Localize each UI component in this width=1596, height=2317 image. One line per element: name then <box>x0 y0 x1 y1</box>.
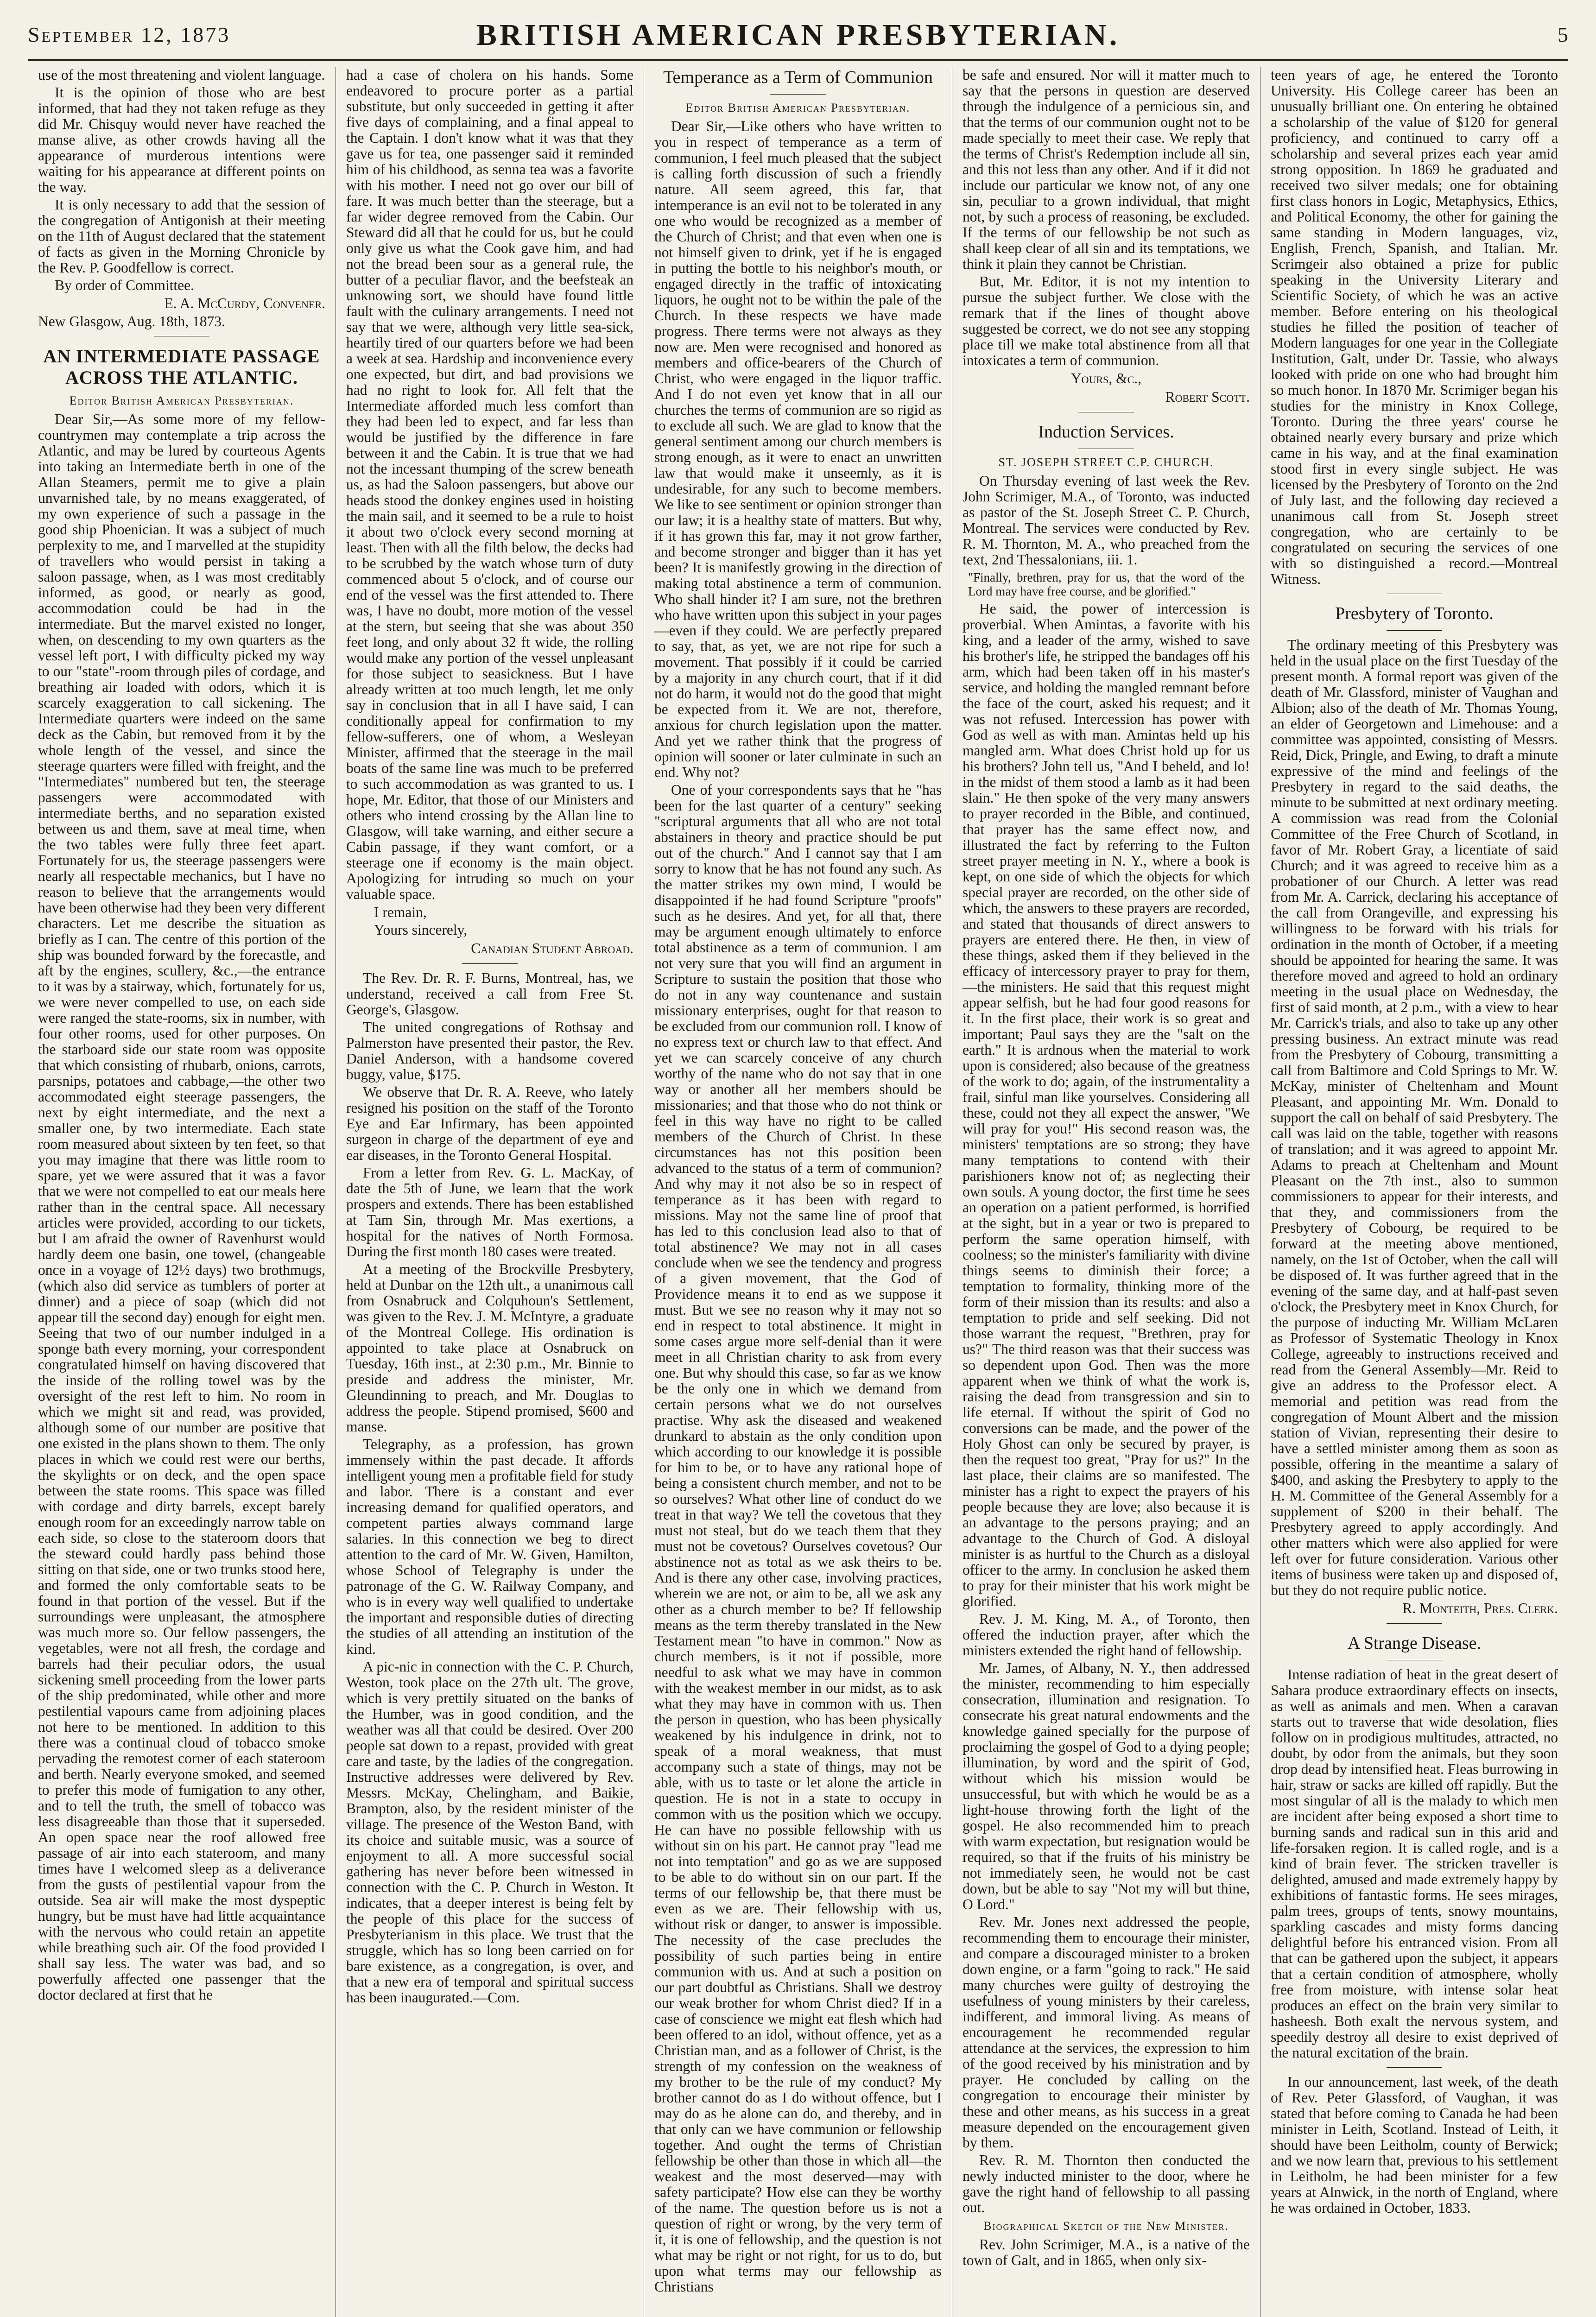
news-item: We observe that Dr. R. A. Reeve, who lately resigned his position on the staff of the Toronto Eye and Ear Infirmary, has been appointed surgeon in charge of the department of eye and ear diseases, in the Toronto General Hospital. <box>346 1084 633 1163</box>
column-4 <box>952 67 1260 2317</box>
article-paragraph: Intense radiation of heat in the great desert of Sahara produce extraordinary effects on insects, as well as animals and men. When a caravan starts out to traverse that wide desolation, flies follow on in prodigious multitudes, attracted, no doubt, by odor from the animals, but they soon drop dead by intensified heat. Fleas burrowing in hair, straw or sacks are killed off rapidly. But the most singular of all is the malady to which men are incident after being exposed a short time to burning sands and radical sun in this arid and life-forsaken region. It is called rogle, and is a kind of brain fever. The stricken traveller is delighted, amused and made extremely happy by exhibitions of fantastic forms. He sees mirages, palm trees, groups of tents, snowy mountains, sparkling cascades and misty forms dancing delightful before his entranced vision. From all that can be gathered upon the subject, it appears that a certain condition of atmosphere, wholly free from moisture, with intense solar heat produces an effect on the brain very similar to hasheesh. Both exalt the nervous system, and speedily destroy all desire to exist deprived of the natural excitation of the brain. <box>1271 1666 1558 2061</box>
article-paragraph: Rev. Mr. Jones next addressed the people, recommending them to encourage their minister, and compare a discouraged minister to a broken down engine, or a farm "going to rack." He said many churches were guilty of destroying the usefulness of young ministers by their careless, indifferent, and immoral living. As means of encouragement he recommended regular attendance at the services, the expression to him of the good received by his ministration and by prayer. He concluded by calling on the congregation to encourage their minister by these and other means, as his success in a great measure depended on the encouragement given by them. <box>963 1914 1250 2151</box>
article-heading: A Strange Disease. <box>1347 1633 1482 1653</box>
article-paragraph: Mr. James, of Albany, N. Y., then addressed the minister, recommending to him especially consecration, illumination and resignation. To consecrate his great natural endowments and the knowledge gained specially for the purpose of proclaiming the gospel of God to a dying people; illumination, by word and the spirit of God, without which his mission would be unsuccessful, but with which he would be as a light-house throwing forth the light of the gospel. He also recommended him to preach with warm expectation, but resignation would be required, so that if the fruits of his ministry be not immediately seen, he would not be cast down, but be able to say "Not my will but thine, O Lord." <box>963 1660 1250 1912</box>
news-item: At a meeting of the Brockville Presbytery, held at Dunbar on the 12th ult., a unanimous call from Osnabruck and Colquhoun's Settlement, was given to the Rev. J. M. McIntyre, a graduate of the Montreal College. His ordination is appointed to take place at Osnabruck on Tuesday, 16th inst., at 2:30 p.m., Mr. Binnie to preside and address the minister, Mr. Gleundinning to preach, and Mr. Douglas to address the people. Stipend promised, $600 and manse. <box>346 1261 633 1435</box>
page-number: 5 <box>1558 23 1568 46</box>
scripture-quote: "Finally, brethren, pray for us, that the word of the Lord may have free course, and be glorified." <box>968 570 1244 598</box>
article-subheading: ST. JOSEPH STREET C.P. CHURCH. <box>998 456 1214 469</box>
article-subheading: Biographical Sketch of the New Minister. <box>983 2219 1229 2233</box>
article-heading: Temperance as a Term of Communion <box>663 68 933 87</box>
divider <box>1387 1623 1442 1624</box>
newspaper-title: BRITISH AMERICAN PRESBYTERIAN. <box>476 18 1120 52</box>
article-paragraph: He said, the power of intercession is proverbial. When Amintas, a favorite with his king, and a leader of the army, wished to save his brother's life, he stripped the bandages off his arm, which had been taken off in his master's service, and holding the mangled remnant before the face of the court, asked his request; and it was not refused. Intercession has power with God as well as with man. Amintas held up his mangled arm. What does Christ hold up for us his brothers? John tell us, "And I beheld, and lo! in the midst of them stood a lamb as it had been slain." He then spoke of the very many answers to prayer recorded in the Bible, and continued, that prayer has the same effect now, and illustrated the fact by referring to the Fulton street prayer meeting in N. Y., where a book is kept, on one side of which the objects for which special prayer are recorded, on the other side of which, the answers to these prayers are recorded, and stated that thousands of direct answers to prayers are entered there. He then, in view of these things, asked them if they believed in the efficacy of intercessory prayer to pray for them,—the ministers. He said that this request might appear selfish, but he had four good reasons for it. In the first place, their work is so great and important; Paul says they are the "salt on the earth." It is ardnous when the material to work upon is considered; also because of the greatness of the work to do; again, of the instrumentality a frail, sinful man like yourselves. Considering all these, could not they all expect the answer, "We will pray for you!" His second reason was, the ministers' temptations are so strong; they have many temptations to contend with their parishioners know not of; as neglecting their own souls. A young doctor, the first time he sees an operation on a patient performed, is horrified at the sight, but in a year or two is prepared to perform the same operation himself, with coolness; so the minister's familiarity with divine things seems to diminish their force; a temptation to formality, thinking more of the form of their mission than its results: and also a temptation to pride and self seeking. Did not those warrant the request, "Brethren, pray for us?" The third reason was that their success was so dependent upon God. Then was the more apparent when we think of what the work is, raising the dead from transgression and sin to life eternal. If without the spirit of God no conversions can be made, and the power of the Holy Ghost can only be secured by prayer, is then the request too great, "Pray for us?" In the last place, their claims are so manifested. The minister has a right to expect the prayers of his people because they are love; also because it is an advantage to the persons praying; and an advantage to the Church of God. A disloyal minister is as hurtful to the Church as a disloyal officer to the army. In conclusion he asked them to pray for their minister that his work might be glorified. <box>963 601 1250 1609</box>
article-paragraph: use of the most threatening and violent language. <box>38 67 325 83</box>
signature: Robert Scott. <box>1165 389 1250 405</box>
news-item: From a letter from Rev. G. L. MacKay, of date the 5th of June, we learn that the work prospers and extends. There has been established at Tam Sin, through Mr. Mas exertions, a hospital for the natives of North Formosa. During the first month 180 cases were treated. <box>346 1165 633 1260</box>
news-item: A pic-nic in connection with the C. P. Church, Weston, took place on the 27th ult. The grove, which is very prettily situated on the banks of the Humber, was in good condition, and the weather was all that could be desired. Over 200 people sat down to a repast, provided with great care and taste, by the ladies of the congregation. Instructive addresses were delivered by Rev. Messrs. McKay, Chelingham, and Baikie, Brampton, also, by the resident minister of the village. The presence of the Weston Band, with its choice and suitable music, was a source of enjoyment to all. A more successful social gathering has never before been witnessed in connection with the C. P. Church in Weston. It indicates, that a deeper interest is being felt by the people of this place for the success of Presbyterianism in this place. We trust that the struggle, which has so long been carried on for bare existence, as a congregation, is over, and that a new era of temporal and spiritual success has been inaugurated.—Com. <box>346 1659 633 2006</box>
signature: Canadian Student Abroad. <box>471 940 633 956</box>
article-paragraph: In our announcement, last week, of the death of Rev. Peter Glassford, of Vaughan, it was stated that before coming to Canada he had been minister in Leith, Scotland. Instead of Leith, it should have been Leitholm, county of Berwick; and we now learn that, previous to his settlement in Leitholm, he had been minister for a few years at Alnwick, in the north of England, where he was ordained in October, 1833. <box>1271 2074 1558 2216</box>
article-paragraph: Rev. John Scrimiger, M.A., is a native of the town of Galt, and in 1865, when only six- <box>963 2236 1250 2268</box>
divider <box>1387 630 1442 631</box>
article-paragraph: teen years of age, he entered the Toronto University. His College career has been an unusually brilliant one. On entering he obtained a scholarship of the value of $120 for general proficiency, and continued to carry off a scholarship and several prizes each year amid strong opposition. In 1869 he graduated and received two silver medals; one for obtaining first class honors in Logic, Metaphysics, Ethics, and Political Economy, the other for gaining the same standing in Modern languages, viz, English, French, Spanish, and Italian. Mr. Scrimgeir also obtained a prize for public speaking in the University Literary and Scientific Society, of which he was an active member. Before entering on his theological studies he filled the position of teacher of Modern languages for one year in the Collegiate Institution, Galt, under Dr. Tassie, who always looked with pride on one who had brought him so much honor. In 1870 Mr. Scrimiger began his studies for the ministry in Knox College, Toronto. During the three years' course he obtained nearly every bursary and prize which came in his way, and at the final examination stood first in every single subject. He was licensed by the Presbytery of Toronto on the 2nd of July last, and the following day recieved a unanimous call from St. Joseph street congregation, who are certainly to be congratulated on securing the services of one with so distinguished a record.—Montreal Witness. <box>1271 67 1558 587</box>
article-heading: Presbytery of Toronto. <box>1335 604 1494 623</box>
news-item: The Rev. Dr. R. F. Burns, Montreal, has, we understand, received a call from Free St. George's, Glasgow. <box>346 970 633 1018</box>
page-columns <box>28 67 1568 2317</box>
signature-line: Yours, &c., <box>1070 370 1142 386</box>
signature: R. Monteith, Pres. Clerk. <box>1402 1600 1558 1616</box>
column-3 <box>644 67 952 2317</box>
article-paragraph: be safe and ensured. Nor will it matter much to say that the persons in question are deserved through the indulgence of a pernicious sin, and that the terms of our communion ought not to be made specially to meet their case. We reply that the terms of Christ's Redemption include all sin, and this not less than any other. And if it did not include our particular we know not, of any one sin, peculiar to a grown individual, that might not, by such a process of reasoning, be excluded. If the terms of our fellowship be not such as shall keep clear of all sin and its temptations, we think it plain they cannot be Christian. <box>963 67 1250 272</box>
article-paragraph: Rev. R. M. Thornton then conducted the newly inducted minister to the door, where he gave the right hand of fellowship to all passing out. <box>963 2152 1250 2216</box>
news-item: The united congregations of Rothsay and Palmerston have presented their pastor, the Rev. Daniel Anderson, with a handsome covered buggy, value, $175. <box>346 1019 633 1083</box>
signature-line: Yours sincerely, <box>374 922 468 938</box>
article-paragraph: Dear Sir,—As some more of my fellow-countrymen may contemplate a trip across the Atlantic, and may be lured by courteous Agents into taking an Intermediate berth in one of the Allan Steamers, permit me to give a plain unvarnished tale, by no means exaggerated, of my own experience of such a passage in the good ship Phoenician. It was a subject of much perplexity to me, and I marvelled at the stupidity of travellers who would persist in taking a saloon passage, when, as I was most creditably informed, as good, or nearly as good, accommodation could be had in the intermediate. But the marvel existed no longer, when, on descending to my own quarters as the vessel left port, I with difficulty picked my way to our "state"-room through piles of cordage, and breathing air loaded with odors, which it is scarcely exaggeration to call sickening. The Intermediate quarters were indeed on the same deck as the Cabin, but removed from it by the whole length of the vessel, and since the steerage quarters were filled with freight, and the "Intermediates" numbered but ten, the steerage passengers were accommodated with intermediate berths, and no separation existed between us and them, save at meal time, when the two tables were fully three feet apart. Fortunately for us, the steerage passengers were nearly all respectable mechanics, but I have no reason to believe that the arrangements would have been otherwise had they been very different characters. Let me describe the situation as briefly as I can. The centre of this portion of the ship was bounded forward by the forecastle, and aft by the engines, scullery, &c.,—the entrance to it was by a stairway, which, fortunately for us, we were never compelled to use, on each side were ranged the state-rooms, six in number, with four other rooms, used for other purposes. On the starboard side our state room was opposite that which consisting of rhubarb, onions, carrots, parsnips, potatoes and cabbage,—the other two accommodated eight steerage passengers, the next by eight intermediate, and the next a smaller one, by two intermediate. Each state room measured about sixteen by ten feet, so that you may imagine that there was little room to spare, yet we were assured that it was a favor that we were not compelled to eat our meals here rather than in the central space. All necessary articles were provided, according to our tickets, but I am afraid the owner of Ravenhurst would hardly deem one basin, one towel, (changeable once in a voyage of 12½ days) two brothmugs, (which also did service as tumblers of porter at dinner) and a piece of soap (which did not appear till the second day) enough for eight men. Seeing that two of our number indulged in a sponge bath every morning, your correspondent congratulated himself on having discovered that the inside of the rolling towel was by the oversight of the rest left to him. No room in which we might sit and read, was provided, although some of our number are positive that one existed in the plans shown to them. The only places in which we could rest were our berths, the skylights or on deck, and the open space between the state rooms. This space was filled with cordage and dirty barrels, except barely enough room for an exceedingly narrow table on each side, so close to the stateroom doors that the steward could hardly pass behind those sitting on that side, one or two trunks stood here, and formed the only comfortable seats to be found in that portion of the vessel. But if the surroundings were unpleasant, the atmosphere was much more so. Our fellow passengers, the vegetables, were not all fresh, the cordage and barrels had their peculiar odors, the usual sickening smell proceeding from the lower parts of the ship predominated, while other and more pestilential vapours came from adjoining places not here to be mentioned. In addition to this there was a continual cloud of tobacco smoke pervading the remotest corner of each stateroom and berth. Nearly everyone smoked, and seemed to prefer this mode of fumigation to any other, and to tell the truth, the smell of tobacco was less disagreeable than those that it superseded. An open space near the roof allowed free passage of air into each stateroom, and many times have I welcomed sleep as a deliverance from the gusts of pestilential vapour from the outside. Sea air will make the most dyspeptic hungry, but be must have had little acquaintance with the nervous who could retain an appetite while breathing such air. Of the food provided I shall say less. The water was bad, and so powerfully affected one passenger that the doctor declared at first that he <box>38 411 325 2003</box>
news-item: Telegraphy, as a profession, has grown immensely within the past decade. It affords intelligent young men a profitable field for study and labor. There is a constant and ever increasing demand for qualified operators, and competent parties always command large salaries. In this connection we beg to direct attention to the card of Mr. W. Given, Hamilton, whose School of Telegraphy is under the patronage of the G. W. Railway Company, and who is in every way well qualified to undertake the important and responsible duties of directing the studies of all attending an institution of the kind. <box>346 1436 633 1657</box>
signature: E. A. McCurdy, Convener. <box>164 295 325 311</box>
editor-line: Editor British American Presbyterian. <box>685 101 911 114</box>
article-paragraph: But, Mr. Editor, it is not my intention to pursue the subject further. We close with the remark that if the lines of thought above suggested be correct, we do not see any stopping place till we make total abstinence from all that intoxicates a term of communion. <box>963 273 1250 368</box>
divider <box>1387 2067 1442 2068</box>
article-heading: Induction Services. <box>1038 422 1174 442</box>
column-1 <box>28 67 336 2317</box>
divider <box>770 94 826 95</box>
divider <box>462 963 518 964</box>
article-paragraph: Rev. J. M. King, M. A., of Toronto, then offered the induction prayer, after which the ministers extended the right hand of fellowship. <box>963 1611 1250 1659</box>
article-paragraph: One of your correspondents says that he "has been for the last quarter of a century" seeking "scriptural arguments that all who are not total abstainers in theory and practice should be put out of the church." And I cannot say that I am sorry to know that he has not found any such. As the matter strikes my own mind, I would be disappointed if he had found Scripture "proofs" such as he desires. And yet, for all that, there may be argument enough ultimately to enforce total abstinence as a term of communion. I am not very sure that you will find an argument in Scripture to sustain the position that those who do not in any way countenance and sustain missionary enterprises, ought for that reason to be excluded from our communion roll. I know of no express text or church law to that effect. And yet we can scarcely conceive of any church worthy of the name who do not say that in one way or another all her members should be missionaries; and that those who do not think or feel in this way have no right to be called members of the Church of Christ. In these circumstances has not this position been advanced to the status of a term of communion? And why may it not also be so in respect of temperance as it has been with regard to missions. May not the same line of proof that has led to this conclusion lead also to that of total abstinence? We may not in all cases conclude when we see the tendency and progress of a given movement, that the God of Providence means it to end as we suppose it must. But we see no reason why it may not so end in respect to total abstinence. It might in some cases argue more self-denial than it were meet in all Christian charity to ask from every one. But why should this case, so far as we know be the only one in which we demand from certain persons what we do not ourselves practise. Why ask the diseased and weakened drunkard to abstain as the only condition upon which according to our knowledge it is possible for him to be, or to have any rational hope of being a consistent church member, and not to be so ourselves? What other line of conduct do we treat in that way? We tell the covetous that they must not steal, but do we teach them that they must not be covetous? Ourselves covetous? Our abstinence not as total as we ask theirs to be. And is there any other case, involving practices, wherein we are not, or aim to be, all we ask any other as a church member to be? If fellowship means as the term thereby translated in the New Testament mean "to have in common." Now as church members, is it not if possible, more needful to ask what we may have in common with the weakest member in our midst, as to ask what they may have in common with us. Then the person in question, who has been physically weakened by his indulgence in drink, not to speak of a moral weakness, that must accompany such a state of things, may not be able, with us to taste or let alone the article in question. He is not in a state to occupy in common with us the position which we occupy. He can have no possible fellowship with us without sin on his part. He cannot pray "lead me not into temptation" and go as we are supposed to be able to do without sin on our part. If the terms of our fellowship be, that there must be even as we are. Their fellowship with us, without risk or danger, to answer is impossible. The necessity of the case precludes the possibility of such parties being in entire communion with us. And at such a position on our part doubtful as Christians. Shall we destroy our weak brother for whom Christ died? If in a case of conscience we might eat flesh which had been offered to an idol, without offence, yet as a Christian man, and as a follower of Christ, is the strength of my confession on the weakness of my brother to be the rule of my conduct? My brother cannot do as I do without offence, but I may do as he alone can do, and thereby, and in that only can we have communion or fellowship together. And ought the terms of Christian fellowship be other than those in which all—the weakest and the most deserved—may with safety participate? How else can they be worthy of the name. The question before us is not a question of right or wrong, by the very term of it, it is one of fellowship, and the question is not what may be right or not right, for us to do, but upon what terms may our fellowship as Christians <box>654 782 942 2295</box>
article-heading: AN INTERMEDIATE PASSAGE ACROSS THE ATLANTIC. <box>43 346 320 388</box>
article-paragraph: It is the opinion of those who are best informed, that had they not taken refuge as they did Mr. Chisquy would never have reached the manse alive, as other crowds having all the appearance of murderous intentions were waiting for his appearance at different points on the way. <box>38 84 325 195</box>
dateline: New Glasgow, Aug. 18th, 1873. <box>38 313 225 329</box>
column-5 <box>1260 67 1568 2317</box>
article-paragraph: By order of Committee. <box>55 277 194 293</box>
issue-date: September 12, 1873 <box>28 23 231 46</box>
column-2 <box>336 67 644 2317</box>
signature-line: I remain, <box>374 904 427 920</box>
article-paragraph: The ordinary meeting of this Presbytery was held in the usual place on the first Tuesday of the present month. A formal report was given of the death of Mr. Glassford, minister of Vaughan and Albion; also of the death of Mr. Thomas Young, an elder of Georgetown and Limehouse: and a committee was appointed, consisting of Messrs. Reid, Dick, Pringle, and Ewing, to draft a minute expressive of the mind and feelings of the Presbytery in regard to the said deaths, the minute to be submitted at next ordinary meeting. A commission was read from the Colonial Committee of the Free Church of Scotland, in favor of Mr. Robert Gray, a licentiate of said Church; and it was agreed to receive him as a probationer of our Church. A letter was read from Mr. A. Carrick, declaring his acceptance of the call from Orangeville, and expressing his willingness to be forward with his trials for ordination in the month of October, if a meeting should be appointed for hearing the same. It was therefore moved and agreed to hold an ordinary meeting in the usual place on Wednesday, the first of said month, at 2 p.m., with a view to hear Mr. Carrick's trials, and also to take up any other pressing business. An extract minute was read from the Presbytery of Cobourg, transmitting a call from Baltimore and Cold Springs to Mr. W. McKay, minister of Cheltenham and Mount Pleasant, and appointing Mr. Wm. Donald to support the call on behalf of said Presbytery. The call was laid on the table, together with reasons of translation; and it was agreed to appoint Mr. Adams to preach at Cheltenham and Mount Pleasant on the 7th inst., also to summon commissioners to appear for their interests, and that they, and commissioners from the Presbytery of Cobourg, be required to be forward at the meeting above mentioned, namely, on the 1st of October, when the call will be disposed of. It was further agreed that in the evening of the same day, and at half-past seven o'clock, the Presbytery meet in Knox Church, for the purpose of inducting Mr. William McLaren as Professor of Systematic Theology in Knox College, agreeably to instructions received and read from the General Assembly—Mr. Reid to give an address to the Professor elect. A memorial and petition was read from the congregation of Mount Albert and the mission station of Vivian, representing their desire to have a settled minister among them as soon as possible, offering in the meantime a salary of $400, and asking the Presbytery to apply to the H. M. Committee of the General Assembly for a supplement of $200 in their behalf. The Presbytery agreed to apply accordingly. And other matters which were also applied for were left over for future consideration. Various other items of business were taken up and disposed of, but they do not require public notice. <box>1271 637 1558 1598</box>
article-paragraph: had a case of cholera on his hands. Some endeavored to procure porter as a partial substitute, but only succeeded in getting it after five days of complaining, and a final appeal to the Captain. I don't know what it was that they gave us for tea, one passenger said it reminded him of his childhood, as senna tea was a favorite with his mother. I need not go over our bill of fare. It was much better than the steerage, but a far wider degree removed from the Cabin. Our Steward did all that he could for us, but he could only give us what the Cook gave him, and had not the bread been sour as a general rule, the butter of a peculiar flavor, and the beefsteak an unknowing sort, we should have found little fault with the culinary arrangements. I need not say that we were, although very little sea-sick, heartily tired of our quarters before we had been a week at sea. Hardship and inconvenience every one expected, but dirt, and bad provisions we had no right to look for. All felt that the Intermediate afforded much less comfort than they had been led to expect, and far less than would be justified by the difference in fare between it and the Cabin. It is true that we had not the incessant thumping of the screw beneath us, as had the Saloon passengers, but above our heads stood the donkey engines used in hoisting the main sail, and it seemed to be a rule to hoist it about two o'clock every second morning at least. Then with all the filth below, the decks had to be scrubbed by the watch whose turn of duty commenced about 5 o'clock, and of course our end of the vessel was the first attended to. There was, I have no doubt, more motion of the vessel at the stern, but seeing that she was about 350 feet long, and only about 32 ft wide, the rolling would make any portion of the vessel unpleasant for those subject to seasickness. But I have already written at too much length, let me only say in conclusion that in all I have said, I can conditionally appeal for confirmation to my fellow-sufferers, one of whom, a Wesleyan Minister, affirmed that the steerage in the mail boats of the same line was much to be preferred to such accommodation as was granted to us. I hope, Mr. Editor, that those of our Ministers and others who intend crossing by the Allan line to Glasgow, will take warning, and either secure a Cabin passage, if they want comfort, or a steerage one if economy is the main object. Apologizing for intruding so much on your valuable space. <box>346 67 633 902</box>
editor-line: Editor British American Presbyterian. <box>69 394 294 407</box>
article-paragraph: On Thursday evening of last week the Rev. John Scrimiger, M.A., of Toronto, was inducted as pastor of the St. Joseph Street C. P. Church, Montreal. The services were conducted by Rev. R. M. Thornton, M. A., who preached from the text, 2nd Thessalonians, iii. 1. <box>963 473 1250 568</box>
article-paragraph: Dear Sir,—Like others who have written to you in respect of temperance as a term of communion, I feel much pleased that the subject is calling forth discussion of such a friendly nature. All seem agreed, this far, that intemperance is an evil not to be tolerated in any one who would be recognized as a member of the Church of Christ; and that even when one is not himself given to drink, yet if he is engaged in putting the bottle to his neighbor's mouth, or engaged directly in the traffic of intoxicating liquors, he ought not to be within the pale of the Church. In these respects we have made progress. There terms were not always as they now are. Men were recognised and honored as members and office-bearers of the Church of Christ, who were engaged in the liquor traffic. And I do not even yet know that in all our churches the terms of communion are so rigid as to exclude all such. We are glad to know that the general sentiment among our church members is strong enough, as it were to enact an unwritten law that would make it unseemly, as it is undesirable, for any such to become members. We like to see sentiment or opinion stronger than our law; it is a healthy state of matters. But why, if it has grown this far, may it not grow farther, and become stronger and bigger than it has yet been? It is manifestly growing in the direction of making total abstinence a term of communion. Who shall hinder it? I am sure, not the brethren who have written upon this subject in your pages—even if they could. We are perfectly prepared to say, that, as yet, we are not ripe for such a movement. That possibly if it could be carried by a majority in any church court, that if it did not do harm, it would not do the good that might be expected from it. We are not, therefore, anxious for church legislation upon the matter. And yet we rather think that the progress of opinion will sooner or later culminate in such an end. Why not? <box>654 118 942 780</box>
article-paragraph: It is only necessary to add that the session of the congregation of Antigonish at their meeting on the 11th of August declared that the statement of facts as given in the Morning Chronicle by the Rev. P. Goodfellow is correct. <box>38 196 325 276</box>
masthead <box>28 8 1568 61</box>
